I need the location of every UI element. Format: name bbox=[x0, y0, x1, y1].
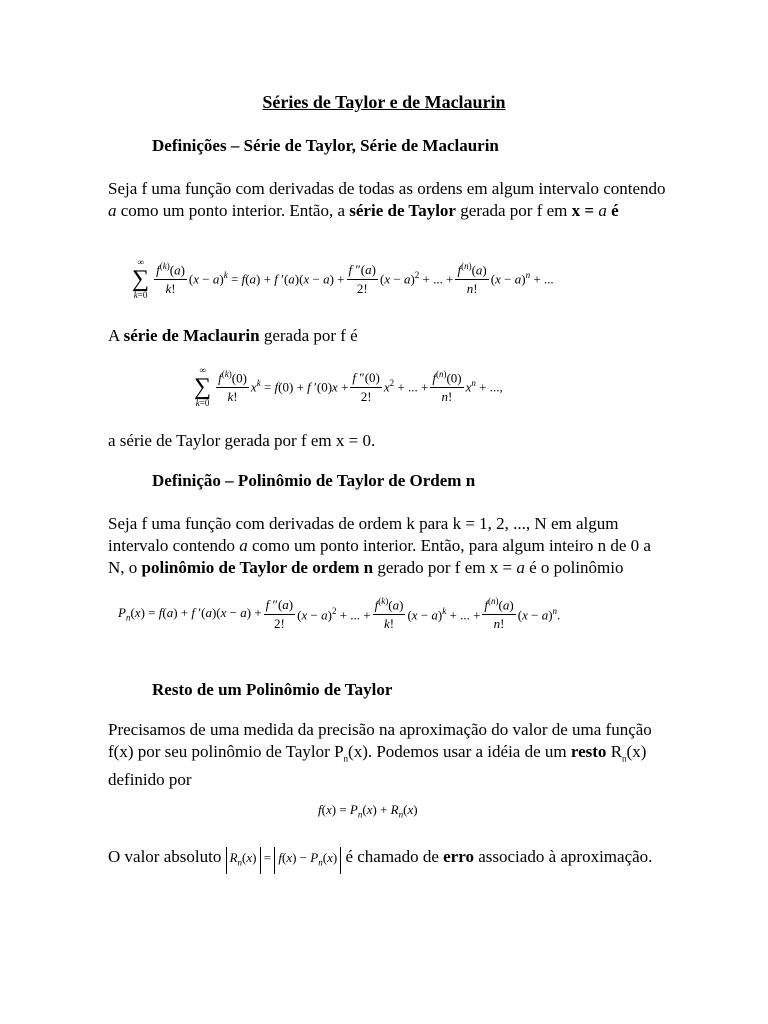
heading-taylor-remainder: Resto de um Polinômio de Taylor bbox=[152, 680, 393, 699]
heading-taylor-maclaurin-definitions: Definições – Série de Taylor, Série de Maclaurin bbox=[152, 136, 499, 155]
paragraph-taylor-definition: Seja f uma função com derivadas de todas as ordens em algum intervalo contendo a como um ponto interior. Então, a série de Taylor gerada por f em x = a é bbox=[108, 179, 666, 220]
paragraph-maclaurin-note: a série de Taylor gerada por f em x = 0. bbox=[108, 431, 376, 450]
formula-maclaurin-series: ∞ ∑ k=0 $\frac{f^{(k)}(0)}{k!}$ $x^k = f(0) + f$ ′(0)x + $\frac{f ''(0)}{2!}$ $x^2$ + ... + $\frac{f^{(n)}(0)}{n!}$ $x^n$ + ..., bbox=[194, 365, 503, 408]
formula-abs-difference: $f(x) - P_n(x)$ bbox=[274, 847, 341, 874]
formula-taylor-series: ∞ ∑ k=0 $\frac{f^{(k)}(a)}{k!}$ $(x - a)^k = f(a) + f$ ′(a)(x − a) + $\frac{f ''(a)}{2!}$ $(x - a)^2$ + ... + $\frac{f^{(n)}(a)}{n!}$ $(x - a)^n$ + ... bbox=[132, 257, 554, 300]
paragraph-remainder: Precisamos de uma medida da precisão na aproximação do valor de uma função f(x) por seu polinômio de Taylor $P_n(x)$. Podemos usar a idéia de um resto $R_n(x)$ definido por bbox=[108, 720, 652, 790]
formula-abs-remainder: $R_n(x)$ bbox=[226, 847, 261, 874]
paragraph-taylor-polynomial: Seja f uma função com derivadas de ordem k para k = 1, 2, ..., N em algum intervalo contendo a como um ponto interior. Então, para algum inteiro n de 0 a N, o polinômio de Taylor de ordem n gerado por f em x = a é o polinômio bbox=[108, 514, 651, 577]
heading-taylor-polynomial-definition: Definição – Polinômio de Taylor de Ordem n bbox=[152, 471, 476, 490]
formula-taylor-polynomial: $P_n(x) = f(a) + f$ ′(a)(x − a) + $\frac{f ''(a)}{2!}$ $(x - a)^2$ + ... + $\frac{f^{(k)}(a)}{k!}$ $(x - a)^k$ + ... + $\frac{f^{(n)}(a)}{n!}$ $(x - a)^n$. bbox=[118, 596, 561, 632]
page-title: Séries de Taylor e de Maclaurin bbox=[262, 92, 506, 112]
paragraph-error: O valor absoluto $R_n(x) = f(x) - P_n(x)$ é chamado de erro associado à aproximação. bbox=[108, 846, 668, 874]
paragraph-maclaurin-intro: A série de Maclaurin gerada por f é bbox=[108, 326, 358, 345]
formula-remainder-definition: $f(x) = P_n(x) + R_n(x)$ bbox=[318, 802, 418, 820]
